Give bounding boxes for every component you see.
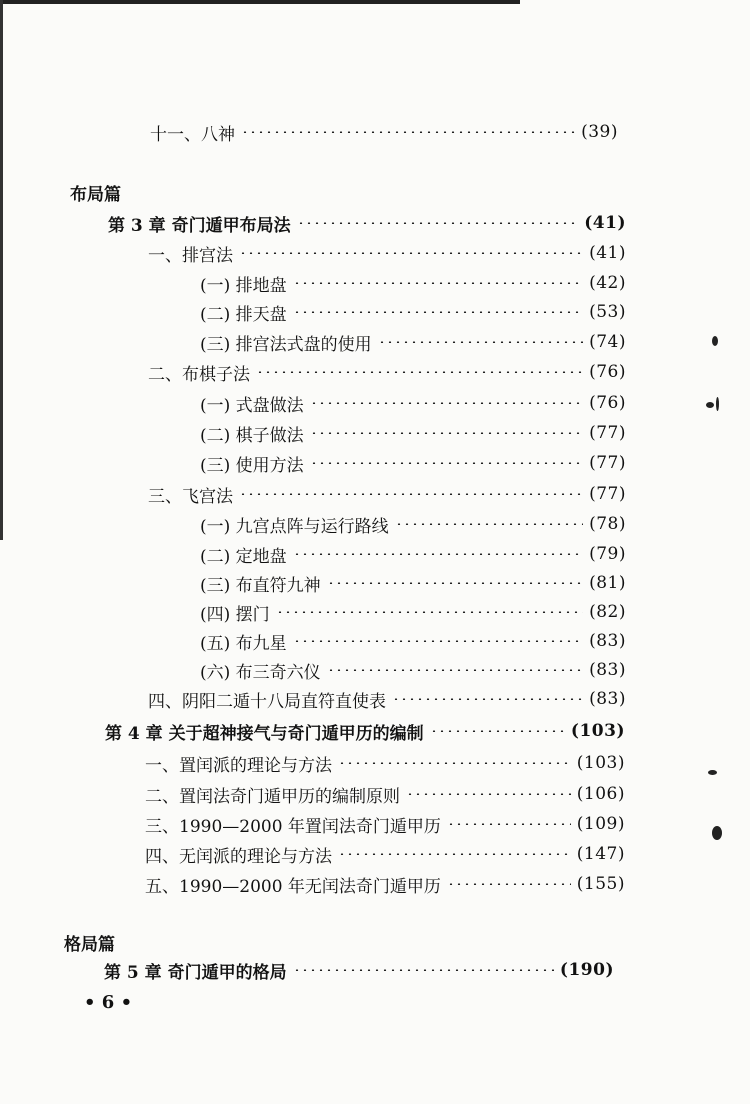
toc-entry-page: (82) bbox=[589, 602, 626, 622]
toc-entry-page: (103) bbox=[576, 753, 625, 773]
toc-entry[interactable] bbox=[148, 481, 626, 507]
toc-entry-label: (三) 排宫法式盘的使用 bbox=[200, 334, 372, 355]
toc-chapter[interactable] bbox=[108, 210, 626, 236]
dot-leader bbox=[310, 432, 583, 434]
toc-entry-label: (三) 使用方法 bbox=[200, 455, 304, 476]
dot-leader bbox=[395, 523, 583, 525]
dot-leader bbox=[276, 611, 583, 613]
toc-entry-label: (四) 摆门 bbox=[200, 604, 270, 625]
dot-leader bbox=[378, 341, 583, 343]
toc-entry-label: (三) 布直符九神 bbox=[200, 575, 321, 596]
dot-leader bbox=[327, 582, 583, 584]
scan-speck bbox=[708, 770, 717, 775]
page-edge-top bbox=[0, 0, 520, 4]
dot-leader bbox=[256, 371, 583, 373]
toc-entry[interactable] bbox=[200, 420, 626, 446]
toc-entry-page: (79) bbox=[589, 544, 626, 564]
toc-entry-page: (83) bbox=[589, 631, 626, 651]
toc-entry-label: (六) 布三奇六仪 bbox=[200, 662, 321, 683]
dot-leader bbox=[239, 493, 583, 495]
toc-entry-page: (190) bbox=[559, 960, 614, 980]
toc-entry[interactable] bbox=[200, 599, 626, 625]
dot-leader bbox=[338, 853, 571, 855]
toc-entry[interactable] bbox=[145, 841, 625, 867]
toc-entry-label: 三、1990—2000 年置闰法奇门遁甲历 bbox=[145, 816, 441, 837]
dot-leader bbox=[310, 402, 583, 404]
toc-entry-label: 第 4 章 关于超神接气与奇门遁甲历的编制 bbox=[105, 723, 424, 744]
toc-entry-page: (106) bbox=[576, 784, 625, 804]
toc-entry-page: (83) bbox=[589, 689, 626, 709]
dot-leader bbox=[293, 311, 583, 313]
toc-entry-label: 四、无闰派的理论与方法 bbox=[145, 846, 332, 867]
section-heading: 格局篇 bbox=[64, 935, 115, 955]
dot-leader bbox=[239, 252, 583, 254]
toc-entry[interactable] bbox=[148, 240, 626, 266]
dot-leader bbox=[338, 762, 571, 764]
toc-entry[interactable] bbox=[200, 390, 626, 416]
dot-leader bbox=[293, 553, 583, 555]
toc-entry[interactable] bbox=[150, 119, 618, 145]
toc-entry[interactable] bbox=[200, 329, 626, 355]
dot-leader bbox=[447, 883, 571, 885]
toc-entry-label: 五、1990—2000 年无闰法奇门遁甲历 bbox=[145, 876, 441, 897]
toc-entry-label: 一、排宫法 bbox=[148, 245, 233, 266]
toc-entry[interactable] bbox=[148, 359, 626, 385]
toc-entry-label: 第 5 章 奇门遁甲的格局 bbox=[104, 962, 287, 983]
toc-entry-page: (76) bbox=[589, 362, 626, 382]
dot-leader bbox=[406, 793, 571, 795]
toc-entry[interactable] bbox=[200, 270, 626, 296]
toc-entry-label: 十一、八神 bbox=[150, 124, 235, 145]
dot-leader bbox=[447, 823, 571, 825]
toc-entry-page: (41) bbox=[584, 213, 626, 233]
dot-leader bbox=[293, 640, 583, 642]
scan-speck bbox=[706, 402, 714, 408]
dot-leader bbox=[327, 669, 583, 671]
toc-entry-page: (81) bbox=[589, 573, 626, 593]
toc-entry[interactable] bbox=[148, 686, 626, 712]
scan-speck bbox=[712, 826, 722, 840]
dot-leader bbox=[241, 131, 575, 133]
toc-entry[interactable] bbox=[145, 871, 625, 897]
toc-entry-label: (一) 式盘做法 bbox=[200, 395, 304, 416]
toc-entry[interactable] bbox=[200, 511, 626, 537]
scan-speck bbox=[716, 397, 719, 411]
toc-chapter[interactable] bbox=[105, 718, 625, 744]
toc-entry-label: 第 3 章 奇门遁甲布局法 bbox=[108, 215, 291, 236]
toc-entry[interactable] bbox=[200, 299, 626, 325]
toc-entry-label: 二、布棋子法 bbox=[148, 364, 250, 385]
toc-entry-page: (74) bbox=[589, 332, 626, 352]
toc-entry[interactable] bbox=[200, 541, 626, 567]
dot-leader bbox=[293, 282, 583, 284]
toc-chapter[interactable] bbox=[104, 957, 614, 983]
dot-leader bbox=[297, 222, 579, 224]
toc-entry-label: 三、飞宫法 bbox=[148, 486, 233, 507]
toc-entry-label: (五) 布九星 bbox=[200, 633, 287, 654]
toc-entry-page: (77) bbox=[589, 423, 626, 443]
dot-leader bbox=[430, 730, 565, 732]
dot-leader bbox=[293, 969, 554, 971]
toc-entry[interactable] bbox=[200, 628, 626, 654]
toc-entry-page: (109) bbox=[576, 814, 625, 834]
toc-entry-label: (一) 九宫点阵与运行路线 bbox=[200, 516, 389, 537]
dot-leader bbox=[310, 462, 583, 464]
toc-entry-page: (83) bbox=[589, 660, 626, 680]
toc-entry-label: (二) 定地盘 bbox=[200, 546, 287, 567]
toc-entry-page: (103) bbox=[570, 721, 625, 741]
toc-entry[interactable] bbox=[145, 781, 625, 807]
toc-entry-label: 四、阴阳二遁十八局直符直使表 bbox=[148, 691, 386, 712]
toc-entry-label: (一) 排地盘 bbox=[200, 275, 287, 296]
toc-entry-page: (78) bbox=[589, 514, 626, 534]
toc-entry-page: (147) bbox=[576, 844, 625, 864]
toc-entry-page: (77) bbox=[589, 453, 626, 473]
toc-entry-page: (76) bbox=[589, 393, 626, 413]
toc-entry-page: (155) bbox=[576, 874, 625, 894]
toc-entry-label: 一、置闰派的理论与方法 bbox=[145, 755, 332, 776]
toc-entry[interactable] bbox=[200, 570, 626, 596]
toc-entry-page: (77) bbox=[589, 484, 626, 504]
toc-entry-page: (53) bbox=[589, 302, 626, 322]
toc-entry-page: (42) bbox=[589, 273, 626, 293]
section-heading: 布局篇 bbox=[70, 185, 121, 205]
toc-entry[interactable] bbox=[145, 811, 625, 837]
toc-entry-page: (41) bbox=[589, 243, 626, 263]
toc-entry-label: (二) 棋子做法 bbox=[200, 425, 304, 446]
page-edge-left bbox=[0, 0, 3, 540]
page-number: • 6 • bbox=[84, 992, 133, 1013]
toc-entry[interactable] bbox=[200, 657, 626, 683]
toc-entry-label: (二) 排天盘 bbox=[200, 304, 287, 325]
dot-leader bbox=[392, 698, 583, 700]
toc-entry-page: (39) bbox=[581, 122, 618, 142]
toc-entry[interactable] bbox=[145, 750, 625, 776]
scan-speck bbox=[712, 336, 718, 346]
toc-entry-label: 二、置闰法奇门遁甲历的编制原则 bbox=[145, 786, 400, 807]
toc-entry[interactable] bbox=[200, 450, 626, 476]
